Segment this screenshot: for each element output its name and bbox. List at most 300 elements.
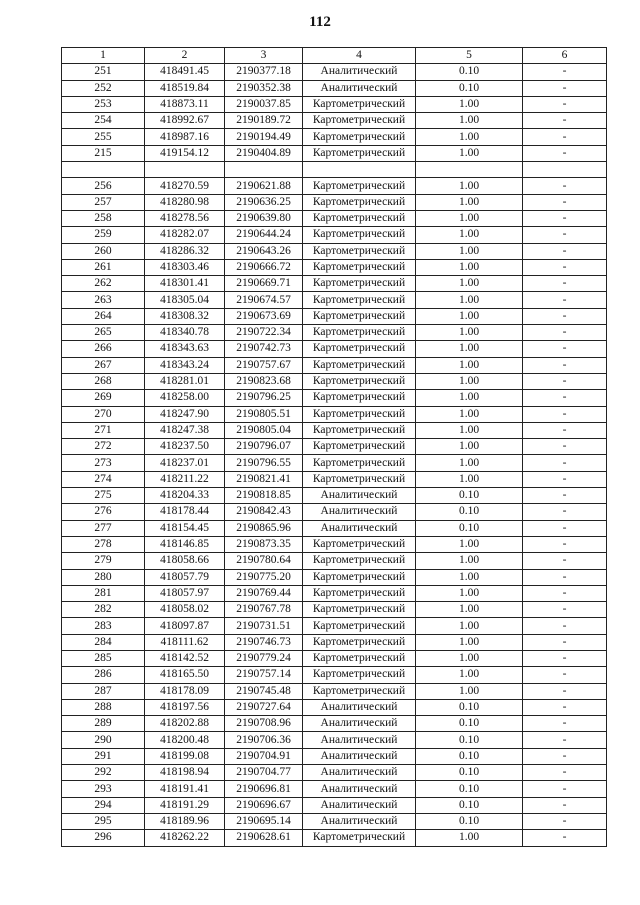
table-row — [62, 488, 607, 504]
page-number: 112 — [309, 14, 331, 30]
accuracy-cell: 1.00 — [416, 210, 523, 226]
method-cell: Картометрический — [303, 667, 416, 683]
accuracy-cell — [416, 162, 523, 178]
table-row — [62, 781, 607, 797]
x-coordinate-cell: 418281.01 — [145, 373, 225, 389]
method-cell: Аналитический — [303, 504, 416, 520]
x-coordinate-cell: 418097.87 — [145, 618, 225, 634]
method-cell: Картометрический — [303, 178, 416, 194]
method-cell: Аналитический — [303, 488, 416, 504]
method-cell: Картометрический — [303, 602, 416, 618]
method-cell: Картометрический — [303, 471, 416, 487]
y-coordinate-cell: 2190842.43 — [225, 504, 303, 520]
point-number-cell: 286 — [62, 667, 145, 683]
table-row — [62, 422, 607, 438]
x-coordinate-cell: 418873.11 — [145, 96, 225, 112]
table-row — [62, 64, 607, 80]
table-row — [62, 357, 607, 373]
method-cell: Аналитический — [303, 716, 416, 732]
x-coordinate-cell: 418992.67 — [145, 113, 225, 129]
accuracy-cell: 0.10 — [416, 488, 523, 504]
table-row — [62, 634, 607, 650]
note-cell: - — [523, 569, 607, 585]
table-row — [62, 129, 607, 145]
accuracy-cell: 1.00 — [416, 113, 523, 129]
method-cell: Картометрический — [303, 553, 416, 569]
point-number-cell: 253 — [62, 96, 145, 112]
table-row — [62, 145, 607, 161]
point-number-cell: 285 — [62, 650, 145, 666]
x-coordinate-cell: 418286.32 — [145, 243, 225, 259]
column-header: 6 — [523, 48, 607, 64]
point-number-cell: 291 — [62, 748, 145, 764]
table-row — [62, 96, 607, 112]
point-number-cell: 283 — [62, 618, 145, 634]
note-cell: - — [523, 602, 607, 618]
note-cell: - — [523, 308, 607, 324]
method-cell: Картометрический — [303, 650, 416, 666]
coordinates-table — [61, 47, 607, 847]
column-header: 5 — [416, 48, 523, 64]
point-number-cell: 276 — [62, 504, 145, 520]
y-coordinate-cell: 2190821.41 — [225, 471, 303, 487]
note-cell: - — [523, 797, 607, 813]
method-cell: Аналитический — [303, 781, 416, 797]
accuracy-cell: 0.10 — [416, 748, 523, 764]
y-coordinate-cell: 2190775.20 — [225, 569, 303, 585]
method-cell: Картометрический — [303, 373, 416, 389]
note-cell: - — [523, 129, 607, 145]
point-number-cell: 251 — [62, 64, 145, 80]
accuracy-cell: 1.00 — [416, 683, 523, 699]
point-number-cell: 288 — [62, 699, 145, 715]
x-coordinate-cell: 418308.32 — [145, 308, 225, 324]
y-coordinate-cell: 2190189.72 — [225, 113, 303, 129]
accuracy-cell: 1.00 — [416, 455, 523, 471]
note-cell: - — [523, 488, 607, 504]
note-cell: - — [523, 325, 607, 341]
table-row — [62, 308, 607, 324]
point-number-cell: 267 — [62, 357, 145, 373]
x-coordinate-cell: 418202.88 — [145, 716, 225, 732]
table-row — [62, 765, 607, 781]
method-cell: Аналитический — [303, 732, 416, 748]
note-cell: - — [523, 80, 607, 96]
note-cell: - — [523, 145, 607, 161]
x-coordinate-cell: 418111.62 — [145, 634, 225, 650]
table-row — [62, 194, 607, 210]
y-coordinate-cell: 2190823.68 — [225, 373, 303, 389]
x-coordinate-cell: 418280.98 — [145, 194, 225, 210]
y-coordinate-cell: 2190745.48 — [225, 683, 303, 699]
note-cell: - — [523, 618, 607, 634]
note-cell: - — [523, 520, 607, 536]
point-number-cell: 281 — [62, 585, 145, 601]
accuracy-cell: 1.00 — [416, 439, 523, 455]
table-row — [62, 569, 607, 585]
table-row — [62, 536, 607, 552]
note-cell: - — [523, 194, 607, 210]
accuracy-cell: 1.00 — [416, 194, 523, 210]
x-coordinate-cell: 418262.22 — [145, 830, 225, 846]
accuracy-cell: 1.00 — [416, 422, 523, 438]
point-number-cell: 265 — [62, 325, 145, 341]
x-coordinate-cell: 418247.90 — [145, 406, 225, 422]
accuracy-cell: 1.00 — [416, 406, 523, 422]
table-row — [62, 439, 607, 455]
x-coordinate-cell: 418199.08 — [145, 748, 225, 764]
point-number-cell: 270 — [62, 406, 145, 422]
point-number-cell: 280 — [62, 569, 145, 585]
x-coordinate-cell — [145, 162, 225, 178]
table-row — [62, 830, 607, 846]
point-number-cell: 272 — [62, 439, 145, 455]
table-row — [62, 813, 607, 829]
method-cell: Картометрический — [303, 569, 416, 585]
table-row — [62, 406, 607, 422]
method-cell: Аналитический — [303, 813, 416, 829]
y-coordinate-cell: 2190873.35 — [225, 536, 303, 552]
table-row — [62, 797, 607, 813]
point-number-cell: 260 — [62, 243, 145, 259]
table-row — [62, 585, 607, 601]
x-coordinate-cell: 418340.78 — [145, 325, 225, 341]
point-number-cell: 252 — [62, 80, 145, 96]
table-body — [62, 64, 607, 846]
table-row — [62, 341, 607, 357]
y-coordinate-cell: 2190742.73 — [225, 341, 303, 357]
table-row — [62, 80, 607, 96]
point-number-cell: 271 — [62, 422, 145, 438]
accuracy-cell: 1.00 — [416, 292, 523, 308]
y-coordinate-cell: 2190779.24 — [225, 650, 303, 666]
note-cell: - — [523, 781, 607, 797]
y-coordinate-cell: 2190696.81 — [225, 781, 303, 797]
table-row — [62, 227, 607, 243]
method-cell: Картометрический — [303, 618, 416, 634]
point-number-cell: 258 — [62, 210, 145, 226]
method-cell: Аналитический — [303, 765, 416, 781]
y-coordinate-cell: 2190628.61 — [225, 830, 303, 846]
y-coordinate-cell: 2190704.91 — [225, 748, 303, 764]
accuracy-cell: 0.10 — [416, 716, 523, 732]
y-coordinate-cell: 2190636.25 — [225, 194, 303, 210]
note-cell: - — [523, 634, 607, 650]
method-cell: Картометрический — [303, 325, 416, 341]
accuracy-cell: 1.00 — [416, 553, 523, 569]
method-cell — [303, 162, 416, 178]
accuracy-cell: 0.10 — [416, 797, 523, 813]
x-coordinate-cell: 418343.63 — [145, 341, 225, 357]
accuracy-cell: 0.10 — [416, 504, 523, 520]
x-coordinate-cell: 418987.16 — [145, 129, 225, 145]
table-row — [62, 390, 607, 406]
point-number-cell: 290 — [62, 732, 145, 748]
y-coordinate-cell: 2190780.64 — [225, 553, 303, 569]
y-coordinate-cell: 2190746.73 — [225, 634, 303, 650]
x-coordinate-cell: 418142.52 — [145, 650, 225, 666]
y-coordinate-cell: 2190757.14 — [225, 667, 303, 683]
method-cell: Картометрический — [303, 830, 416, 846]
note-cell: - — [523, 455, 607, 471]
accuracy-cell: 1.00 — [416, 602, 523, 618]
x-coordinate-cell: 418204.33 — [145, 488, 225, 504]
method-cell: Картометрический — [303, 536, 416, 552]
point-number-cell: 264 — [62, 308, 145, 324]
point-number-cell: 262 — [62, 276, 145, 292]
y-coordinate-cell: 2190731.51 — [225, 618, 303, 634]
method-cell: Аналитический — [303, 748, 416, 764]
method-cell: Картометрический — [303, 194, 416, 210]
y-coordinate-cell: 2190669.71 — [225, 276, 303, 292]
point-number-cell: 295 — [62, 813, 145, 829]
accuracy-cell: 1.00 — [416, 325, 523, 341]
point-number-cell: 277 — [62, 520, 145, 536]
x-coordinate-cell: 418198.94 — [145, 765, 225, 781]
note-cell: - — [523, 422, 607, 438]
x-coordinate-cell: 418154.45 — [145, 520, 225, 536]
point-number-cell: 255 — [62, 129, 145, 145]
note-cell: - — [523, 536, 607, 552]
accuracy-cell: 1.00 — [416, 618, 523, 634]
point-number-cell: 274 — [62, 471, 145, 487]
y-coordinate-cell: 2190674.57 — [225, 292, 303, 308]
note-cell: - — [523, 732, 607, 748]
accuracy-cell: 0.10 — [416, 80, 523, 96]
accuracy-cell: 1.00 — [416, 634, 523, 650]
table-row — [62, 683, 607, 699]
method-cell: Картометрический — [303, 276, 416, 292]
method-cell: Картометрический — [303, 145, 416, 161]
point-number-cell: 273 — [62, 455, 145, 471]
y-coordinate-cell: 2190696.67 — [225, 797, 303, 813]
accuracy-cell: 0.10 — [416, 520, 523, 536]
x-coordinate-cell: 418211.22 — [145, 471, 225, 487]
y-coordinate-cell: 2190377.18 — [225, 64, 303, 80]
point-number-cell: 278 — [62, 536, 145, 552]
accuracy-cell: 1.00 — [416, 178, 523, 194]
point-number-cell: 289 — [62, 716, 145, 732]
accuracy-cell: 0.10 — [416, 64, 523, 80]
table-row — [62, 699, 607, 715]
point-number-cell: 261 — [62, 259, 145, 275]
table-row — [62, 618, 607, 634]
y-coordinate-cell: 2190404.89 — [225, 145, 303, 161]
method-cell: Картометрический — [303, 308, 416, 324]
x-coordinate-cell: 418282.07 — [145, 227, 225, 243]
point-number-cell: 256 — [62, 178, 145, 194]
accuracy-cell: 1.00 — [416, 243, 523, 259]
point-number-cell: 287 — [62, 683, 145, 699]
accuracy-cell: 1.00 — [416, 390, 523, 406]
note-cell: - — [523, 64, 607, 80]
note-cell: - — [523, 243, 607, 259]
table-row — [62, 732, 607, 748]
table-row — [62, 243, 607, 259]
y-coordinate-cell: 2190621.88 — [225, 178, 303, 194]
note-cell: - — [523, 471, 607, 487]
accuracy-cell: 1.00 — [416, 357, 523, 373]
x-coordinate-cell: 418519.84 — [145, 80, 225, 96]
method-cell: Картометрический — [303, 406, 416, 422]
point-number-cell: 254 — [62, 113, 145, 129]
note-cell: - — [523, 504, 607, 520]
note-cell: - — [523, 830, 607, 846]
point-number-cell: 268 — [62, 373, 145, 389]
table-row — [62, 276, 607, 292]
y-coordinate-cell: 2190708.96 — [225, 716, 303, 732]
y-coordinate-cell: 2190704.77 — [225, 765, 303, 781]
accuracy-cell: 1.00 — [416, 129, 523, 145]
x-coordinate-cell: 418057.79 — [145, 569, 225, 585]
column-header: 1 — [62, 48, 145, 64]
method-cell: Аналитический — [303, 520, 416, 536]
point-number-cell: 282 — [62, 602, 145, 618]
accuracy-cell: 1.00 — [416, 569, 523, 585]
y-coordinate-cell: 2190865.96 — [225, 520, 303, 536]
x-coordinate-cell: 418189.96 — [145, 813, 225, 829]
note-cell: - — [523, 553, 607, 569]
y-coordinate-cell: 2190706.36 — [225, 732, 303, 748]
table-row — [62, 113, 607, 129]
x-coordinate-cell: 418237.01 — [145, 455, 225, 471]
table-header-row — [62, 48, 607, 64]
x-coordinate-cell: 418303.46 — [145, 259, 225, 275]
accuracy-cell: 1.00 — [416, 585, 523, 601]
note-cell: - — [523, 276, 607, 292]
table-row — [62, 520, 607, 536]
y-coordinate-cell: 2190805.04 — [225, 422, 303, 438]
method-cell: Картометрический — [303, 210, 416, 226]
method-cell: Картометрический — [303, 422, 416, 438]
point-number-cell: 259 — [62, 227, 145, 243]
y-coordinate-cell: 2190796.07 — [225, 439, 303, 455]
x-coordinate-cell: 418197.56 — [145, 699, 225, 715]
accuracy-cell: 1.00 — [416, 650, 523, 666]
table-row — [62, 504, 607, 520]
note-cell: - — [523, 341, 607, 357]
x-coordinate-cell: 418191.29 — [145, 797, 225, 813]
y-coordinate-cell: 2190695.14 — [225, 813, 303, 829]
x-coordinate-cell: 418200.48 — [145, 732, 225, 748]
x-coordinate-cell: 418247.38 — [145, 422, 225, 438]
point-number-cell: 294 — [62, 797, 145, 813]
note-cell: - — [523, 390, 607, 406]
note-cell: - — [523, 259, 607, 275]
accuracy-cell: 0.10 — [416, 765, 523, 781]
note-cell: - — [523, 650, 607, 666]
note-cell: - — [523, 765, 607, 781]
table-row — [62, 716, 607, 732]
table-row — [62, 292, 607, 308]
method-cell: Картометрический — [303, 439, 416, 455]
accuracy-cell: 1.00 — [416, 536, 523, 552]
y-coordinate-cell: 2190643.26 — [225, 243, 303, 259]
x-coordinate-cell: 418057.97 — [145, 585, 225, 601]
note-cell — [523, 162, 607, 178]
point-number-cell: 293 — [62, 781, 145, 797]
x-coordinate-cell: 418305.04 — [145, 292, 225, 308]
table-row — [62, 471, 607, 487]
note-cell: - — [523, 406, 607, 422]
point-number-cell: 292 — [62, 765, 145, 781]
accuracy-cell: 1.00 — [416, 667, 523, 683]
method-cell: Картометрический — [303, 634, 416, 650]
y-coordinate-cell: 2190727.64 — [225, 699, 303, 715]
accuracy-cell: 0.10 — [416, 813, 523, 829]
y-coordinate-cell: 2190673.69 — [225, 308, 303, 324]
accuracy-cell: 1.00 — [416, 308, 523, 324]
table-row — [62, 602, 607, 618]
accuracy-cell: 1.00 — [416, 276, 523, 292]
method-cell: Картометрический — [303, 227, 416, 243]
note-cell: - — [523, 699, 607, 715]
note-cell: - — [523, 683, 607, 699]
x-coordinate-cell: 418278.56 — [145, 210, 225, 226]
column-header: 4 — [303, 48, 416, 64]
accuracy-cell: 1.00 — [416, 373, 523, 389]
point-number-cell: 269 — [62, 390, 145, 406]
method-cell: Картометрический — [303, 243, 416, 259]
table-row — [62, 162, 607, 178]
y-coordinate-cell: 2190818.85 — [225, 488, 303, 504]
x-coordinate-cell: 418258.00 — [145, 390, 225, 406]
method-cell: Картометрический — [303, 390, 416, 406]
method-cell: Картометрический — [303, 341, 416, 357]
note-cell: - — [523, 96, 607, 112]
point-number-cell: 279 — [62, 553, 145, 569]
x-coordinate-cell: 418146.85 — [145, 536, 225, 552]
y-coordinate-cell: 2190796.25 — [225, 390, 303, 406]
table-row — [62, 210, 607, 226]
y-coordinate-cell: 2190644.24 — [225, 227, 303, 243]
table-row — [62, 748, 607, 764]
note-cell: - — [523, 667, 607, 683]
accuracy-cell: 1.00 — [416, 145, 523, 161]
note-cell: - — [523, 357, 607, 373]
accuracy-cell: 1.00 — [416, 341, 523, 357]
table-row — [62, 178, 607, 194]
method-cell: Картометрический — [303, 683, 416, 699]
accuracy-cell: 0.10 — [416, 732, 523, 748]
method-cell: Аналитический — [303, 64, 416, 80]
method-cell: Картометрический — [303, 129, 416, 145]
point-number-cell: 266 — [62, 341, 145, 357]
point-number-cell: 284 — [62, 634, 145, 650]
note-cell: - — [523, 178, 607, 194]
method-cell: Картометрический — [303, 259, 416, 275]
table-row — [62, 667, 607, 683]
y-coordinate-cell: 2190037.85 — [225, 96, 303, 112]
accuracy-cell: 1.00 — [416, 227, 523, 243]
note-cell: - — [523, 748, 607, 764]
x-coordinate-cell: 418301.41 — [145, 276, 225, 292]
table-row — [62, 650, 607, 666]
note-cell: - — [523, 210, 607, 226]
y-coordinate-cell: 2190722.34 — [225, 325, 303, 341]
accuracy-cell: 0.10 — [416, 781, 523, 797]
y-coordinate-cell — [225, 162, 303, 178]
x-coordinate-cell: 418237.50 — [145, 439, 225, 455]
accuracy-cell: 1.00 — [416, 259, 523, 275]
method-cell: Аналитический — [303, 699, 416, 715]
note-cell: - — [523, 113, 607, 129]
note-cell: - — [523, 585, 607, 601]
y-coordinate-cell: 2190757.67 — [225, 357, 303, 373]
x-coordinate-cell: 418178.09 — [145, 683, 225, 699]
method-cell: Аналитический — [303, 797, 416, 813]
x-coordinate-cell: 418491.45 — [145, 64, 225, 80]
